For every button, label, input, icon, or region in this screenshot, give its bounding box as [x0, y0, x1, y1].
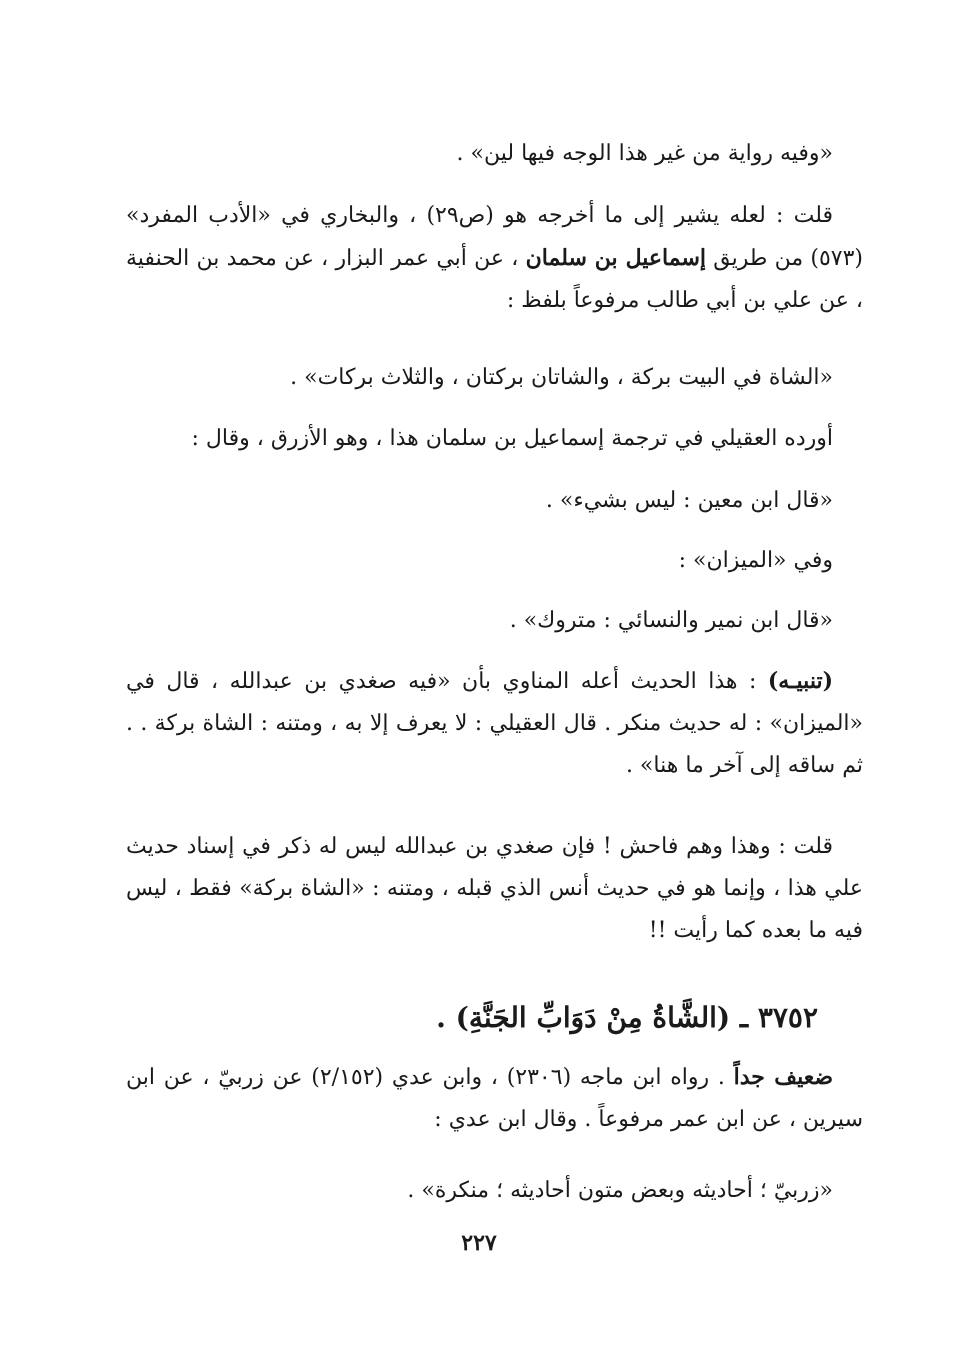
hadith-number: ٣٧٥٢ — [757, 1001, 818, 1034]
paragraph-text: ، عن أبي عمر البزار ، عن محمد بن الحنفية ، عن علي بن أبي طالب مرفوعاً بلفظ : — [126, 246, 863, 313]
note-label: (تنبيـه) — [767, 668, 833, 694]
paragraph-text: أورده العقيلي في ترجمة إسماعيل بن سلمان هذا ، وهو الأزرق ، وقال : — [191, 426, 833, 451]
paragraph-commentary-1 — [126, 195, 863, 322]
paragraph-quote-1 — [126, 133, 863, 175]
paragraph-commentary-3 — [126, 540, 863, 582]
paragraph-quote-2 — [126, 357, 863, 399]
narrator-name: إسماعيل بن سلمان — [525, 245, 706, 271]
paragraph-text: «وفيه رواية من غير هذا الوجه فيها لين» . — [456, 141, 833, 166]
paragraph-quote-4 — [126, 600, 863, 642]
paragraph-text: «قال ابن نمير والنسائي : متروك» . — [509, 608, 833, 633]
paragraph-commentary-2 — [126, 418, 863, 460]
grading-label: ضعيف جداً — [733, 1064, 834, 1090]
paragraph-text: : هذا الحديث أعله المناوي بأن «فيه صغدي بن عبدالله ، قال في «الميزان» : له حديث منكر . قال العقيلي : لا يعرف إلا به ، ومتنه : الشاة بركة . . ثم ساقه إلى آخر ما هنا» . — [126, 669, 863, 778]
paragraph-text: . رواه ابن ماجه (٢٣٠٦) ، وابن عدي (٢/١٥٢) عن زربيّ ، عن ابن سيرين ، عن ابن عمر مرفوعاً . وقال ابن عدي : — [126, 1065, 863, 1132]
paragraph-grading — [126, 1056, 863, 1141]
paragraph-text: قلت : وهذا وهم فاحش ! فإن صغدي بن عبدالله ليس له ذكر في إسناد حديث علي هذا ، وإنما هو في حديث أنس الذي قبله ، ومتنه : «الشاة بركة» فقط ، ليس فيه ما بعده كما رأيت !! — [126, 834, 863, 943]
paragraph-text: «زربيّ ؛ أحاديثه وبعض متون أحاديثه ؛ منكرة» . — [407, 1178, 833, 1203]
hadith-heading — [126, 994, 818, 1042]
paragraph-quote-5 — [126, 1170, 863, 1212]
paragraph-quote-3 — [126, 480, 863, 522]
paragraph-text: «الشاة في البيت بركة ، والشاتان بركتان ، والثلاث بركات» . — [290, 365, 833, 390]
paragraph-note — [126, 660, 863, 787]
paragraph-text: وفي «الميزان» : — [678, 548, 833, 573]
hadith-text: ـ (الشَّاةُ مِنْ دَوَابِّ الجَنَّةِ) . — [436, 1001, 758, 1034]
paragraph-text: «قال ابن معين : ليس بشيء» . — [545, 488, 833, 513]
paragraph-commentary-4 — [126, 826, 863, 952]
page-number: ٢٢٧ — [461, 1230, 497, 1256]
paragraph-text: قلت : لعله يشير إلى ما أخرجه هو (ص٢٩) ، والبخاري في «الأدب المفرد» (٥٧٣) من طريق — [126, 203, 864, 271]
